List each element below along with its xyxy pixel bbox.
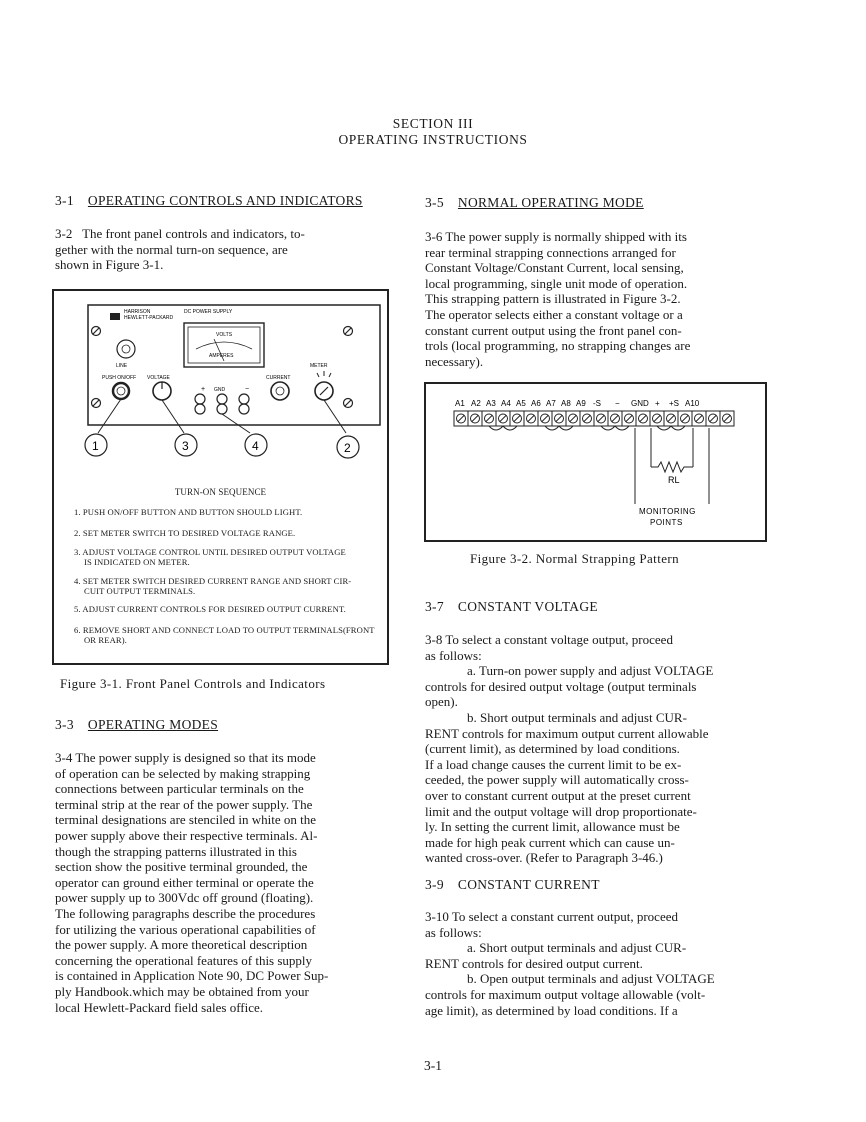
step-line: 1. PUSH ON/OFF BUTTON AND BUTTON SHOULD LIGHT. xyxy=(74,507,303,517)
paragraph-line: Constant Voltage/Constant Current, local sensing, xyxy=(425,260,684,276)
terminal-slot xyxy=(696,416,702,422)
paragraph-line: open). xyxy=(425,694,458,710)
terminal-label-10: -S xyxy=(593,399,601,408)
paragraph-line: the power supply. A more theoretical description xyxy=(55,937,308,953)
callout-2: 2 xyxy=(344,441,351,455)
step-line: 6. REMOVE SHORT AND CONNECT LOAD TO OUTPUT TERMINALS(FRONT xyxy=(74,625,375,635)
brand-hp: HEWLETT-PACKARD xyxy=(124,315,174,321)
figure-3-2-caption: Figure 3-2. Normal Strapping Pattern xyxy=(470,551,680,566)
heading-number: 3-5 xyxy=(425,195,444,210)
terminal-plus-icon xyxy=(195,394,205,414)
paragraph-line: for utilizing the various operational capabilities of xyxy=(55,921,316,937)
paragraph-line: terminal strip at the rear of the power supply. The xyxy=(55,796,313,812)
heading-3-5 xyxy=(425,195,644,211)
terminal-label-8: A8 xyxy=(561,399,571,408)
terminal-slot xyxy=(500,416,506,422)
page-title: OPERATING INSTRUCTIONS xyxy=(338,132,528,147)
paragraph-line: If a load change causes the current limit to be ex- xyxy=(425,756,682,772)
monitoring-label: MONITORING xyxy=(639,507,696,516)
strap-gnd-plus xyxy=(657,426,685,430)
step-line: CUIT OUTPUT TERMINALS. xyxy=(84,586,196,596)
paragraph-line: controls for desired output voltage (output terminals xyxy=(425,678,697,694)
current-label: CURRENT xyxy=(266,375,291,381)
terminal-slot xyxy=(528,416,534,422)
heading-3-1 xyxy=(55,193,363,209)
figure-3-1-caption: Figure 3-1. Front Panel Controls and Indicators xyxy=(60,676,326,691)
terminal-slot xyxy=(598,416,604,422)
brand-harrison: HARRISON xyxy=(124,309,151,315)
paragraph-line: ceeded, the power supply will automatically cross- xyxy=(425,772,689,788)
heading-title: OPERATING MODES xyxy=(87,717,219,732)
paragraph-line: (current limit), as determined by load conditions. xyxy=(425,741,680,757)
paragraph-line: section show the positive terminal grounded, the xyxy=(55,859,308,875)
paragraph-line: terminal designations are stenciled in white on the xyxy=(55,812,317,828)
step-4 xyxy=(74,576,351,596)
terminal-label-14: +S xyxy=(669,399,680,408)
step-5 xyxy=(74,604,346,614)
push-button-icon xyxy=(113,383,129,399)
strap-a10-s xyxy=(601,426,629,430)
paragraph-3-4 xyxy=(55,750,400,1015)
heading-number: 3-3 xyxy=(55,717,74,732)
minus-label: − xyxy=(245,386,250,393)
terminal-label-9: A9 xyxy=(576,399,586,408)
paragraph-3-2 xyxy=(55,226,385,273)
screw-icon xyxy=(344,399,353,408)
paragraph-line: limit and the output voltage will drop proportionate- xyxy=(425,803,697,819)
paragraph-line: of operation can be selected by making strapping xyxy=(55,765,311,781)
terminal-label-11: − xyxy=(615,399,620,408)
gnd-label: GND xyxy=(214,387,226,393)
paragraph-line: b. Open output terminals and adjust VOLTAGE xyxy=(467,971,715,987)
resistor-icon xyxy=(651,462,693,472)
figure-3-2 xyxy=(424,382,767,542)
meter-amperes-label: AMPERES xyxy=(209,353,234,359)
terminal-slot xyxy=(654,416,660,422)
terminal-label-13: + xyxy=(655,399,660,408)
paragraph-line: RENT controls for desired output current. xyxy=(425,955,643,971)
terminal-slot xyxy=(472,416,478,422)
voltage-knob-icon xyxy=(153,382,171,400)
step-line: 5. ADJUST CURRENT CONTROLS FOR DESIRED OUTPUT CURRENT. xyxy=(74,604,346,614)
paragraph-line: is contained in Application Note 90, DC Power Sup- xyxy=(55,968,329,984)
screw-icon xyxy=(92,327,101,336)
terminal-label-12: GND xyxy=(631,399,649,408)
terminal-label-6: A6 xyxy=(531,399,541,408)
terminal-label-4: A4 xyxy=(501,399,511,408)
terminal-slot xyxy=(640,416,646,422)
paragraph-line: controls for maximum output voltage allowable (volt- xyxy=(425,986,706,1002)
paragraph-line: shown in Figure 3-1. xyxy=(55,257,164,273)
paragraph-line: operator can ground either terminal or operate the xyxy=(55,874,314,890)
terminal-minus-icon xyxy=(239,394,249,414)
step-line: IS INDICATED ON METER. xyxy=(84,557,190,567)
paragraph-line: age limit), as determined by load conditions. If a xyxy=(425,1002,678,1018)
terminal-label-15: A10 xyxy=(685,399,700,408)
paragraph-line: constant current output using the front panel con- xyxy=(425,322,682,338)
terminal-label-1: A1 xyxy=(455,399,465,408)
paragraph-line: 3-4 The power supply is designed so that its mode xyxy=(55,750,316,765)
line-label: LINE xyxy=(116,363,128,369)
meter-icon xyxy=(184,323,264,367)
paragraph-line: connections between particular terminals on the xyxy=(55,781,304,797)
paragraph-line: made for high peak current which can cause un- xyxy=(425,834,675,850)
paragraph-line: gether with the normal turn-on sequence, are xyxy=(55,241,288,257)
line-switch-icon xyxy=(117,340,135,358)
terminal-slot xyxy=(458,416,464,422)
paragraph-line: rear terminal strapping connections arranged for xyxy=(425,244,676,260)
heading-number: 3-7 xyxy=(425,599,444,614)
terminal-label-5: A5 xyxy=(516,399,526,408)
paragraph-line: local programming, single unit mode of operation. xyxy=(425,275,688,291)
plus-label: + xyxy=(201,386,206,393)
paragraph-line: a. Short output terminals and adjust CUR- xyxy=(467,940,687,956)
step-line: 3. ADJUST VOLTAGE CONTROL UNTIL DESIRED OUTPUT VOLTAGE xyxy=(74,547,346,557)
push-on-off-label: PUSH ON/OFF xyxy=(102,375,137,381)
meter-switch-label: METER xyxy=(310,363,328,369)
terminal-label-3: A3 xyxy=(486,399,496,408)
strap-a6-a8 xyxy=(545,426,573,430)
terminal-slot xyxy=(682,416,688,422)
terminal-slot xyxy=(612,416,618,422)
terminal-slot xyxy=(556,416,562,422)
step-line: OR REAR). xyxy=(84,635,127,645)
paragraph-line: ply Handbook.which may be obtained from your xyxy=(55,983,309,999)
step-line: 2. SET METER SWITCH TO DESIRED VOLTAGE RANGE. xyxy=(74,528,296,538)
paragraph-line: The following paragraphs describe the procedures xyxy=(55,905,316,921)
paragraph-line: necessary). xyxy=(425,353,484,369)
meter-volts-label: VOLTS xyxy=(216,332,233,338)
heading-number: 3-9 xyxy=(425,877,444,892)
screw-icon xyxy=(92,399,101,408)
turn-on-sequence-title: TURN-ON SEQUENCE xyxy=(174,487,267,497)
figure-3-1 xyxy=(52,289,389,665)
paragraph-line: The front panel controls and indicators, to- xyxy=(82,226,305,241)
paragraph-line: local Hewlett-Packard field sales office. xyxy=(55,999,264,1015)
paragraph-3-10 xyxy=(425,909,785,1018)
paragraph-line: concerning the operational features of this supply xyxy=(55,952,313,968)
terminal-label-2: A2 xyxy=(471,399,481,408)
terminal-slot xyxy=(486,416,492,422)
section-number: SECTION III xyxy=(392,116,474,131)
paragraph-line: power supply up to 300Vdc off ground (floating). xyxy=(55,890,314,906)
paragraph-line: 3-8 To select a constant voltage output, proceed xyxy=(425,632,673,647)
terminal-label-7: A7 xyxy=(546,399,556,408)
paragraph-line: ly. In setting the current limit, allowance must be xyxy=(425,819,680,835)
hp-logo-icon xyxy=(110,313,120,320)
heading-number: 3-1 xyxy=(55,193,74,208)
screw-icon xyxy=(344,327,353,336)
paragraph-line: This strapping pattern is illustrated in Figure 3-2. xyxy=(425,291,681,307)
step-3 xyxy=(74,547,346,567)
paragraph-line: as follows: xyxy=(425,924,482,940)
paragraph-3-8 xyxy=(425,632,785,866)
terminal-slot xyxy=(514,416,520,422)
paragraph-line: wanted cross-over. (Refer to Paragraph 3-46.) xyxy=(425,850,663,866)
paragraph-line: though the strapping patterns illustrated in this xyxy=(55,843,297,859)
current-knob-icon xyxy=(271,382,289,400)
paragraph-line: as follows: xyxy=(425,647,482,663)
paragraph-line: a. Turn-on power supply and adjust VOLTAGE xyxy=(467,663,714,679)
terminal-slot xyxy=(668,416,674,422)
paragraph-line: 3-10 To select a constant current output, proceed xyxy=(425,909,678,924)
voltage-label: VOLTAGE xyxy=(147,375,170,381)
step-6 xyxy=(74,625,375,645)
product-name: DC POWER SUPPLY xyxy=(184,309,233,315)
step-line: 4. SET METER SWITCH DESIRED CURRENT RANGE AND SHORT CIR- xyxy=(74,576,352,586)
meter-switch-icon xyxy=(315,371,333,400)
heading-3-9 xyxy=(425,877,600,893)
terminal-slot xyxy=(724,416,730,422)
paragraph-line: RENT controls for maximum output current allowable xyxy=(425,725,709,741)
paragraph-line: The operator selects either a constant voltage or a xyxy=(425,306,683,322)
paragraph-3-6 xyxy=(425,229,785,369)
points-label: POINTS xyxy=(650,518,683,527)
terminal-gnd-icon xyxy=(217,394,227,414)
paragraph-line: trols (local programming, no strapping changes are xyxy=(425,338,691,354)
step-1 xyxy=(74,507,302,517)
heading-3-7 xyxy=(425,599,598,615)
heading-title: NORMAL OPERATING MODE xyxy=(457,195,644,210)
terminal-slot xyxy=(542,416,548,422)
paragraph-line: over to constant current output at the preset current xyxy=(425,787,691,803)
page-number: 3-1 xyxy=(424,1058,442,1073)
heading-3-3 xyxy=(55,717,218,733)
terminal-slot xyxy=(584,416,590,422)
paragraph-line: power supply above their respective terminals. Al- xyxy=(55,827,318,843)
strap-a2-a4 xyxy=(489,426,517,430)
step-2 xyxy=(74,528,295,538)
heading-title: CONSTANT CURRENT xyxy=(457,877,600,892)
terminal-slot xyxy=(626,416,632,422)
heading-title: CONSTANT VOLTAGE xyxy=(457,599,598,614)
terminal-slot xyxy=(570,416,576,422)
callout-1: 1 xyxy=(92,439,99,453)
callout-3: 3 xyxy=(182,439,189,453)
callout-4: 4 xyxy=(252,439,259,453)
paragraph-line: b. Short output terminals and adjust CUR- xyxy=(467,709,687,725)
paragraph-line: 3-6 The power supply is normally shipped with its xyxy=(425,229,687,244)
paragraph-number: 3-2 xyxy=(55,226,73,241)
strapping-diagram xyxy=(426,384,765,540)
load-label: RL xyxy=(668,475,680,485)
heading-title: OPERATING CONTROLS AND INDICATORS xyxy=(87,193,363,208)
terminal-slot xyxy=(710,416,716,422)
